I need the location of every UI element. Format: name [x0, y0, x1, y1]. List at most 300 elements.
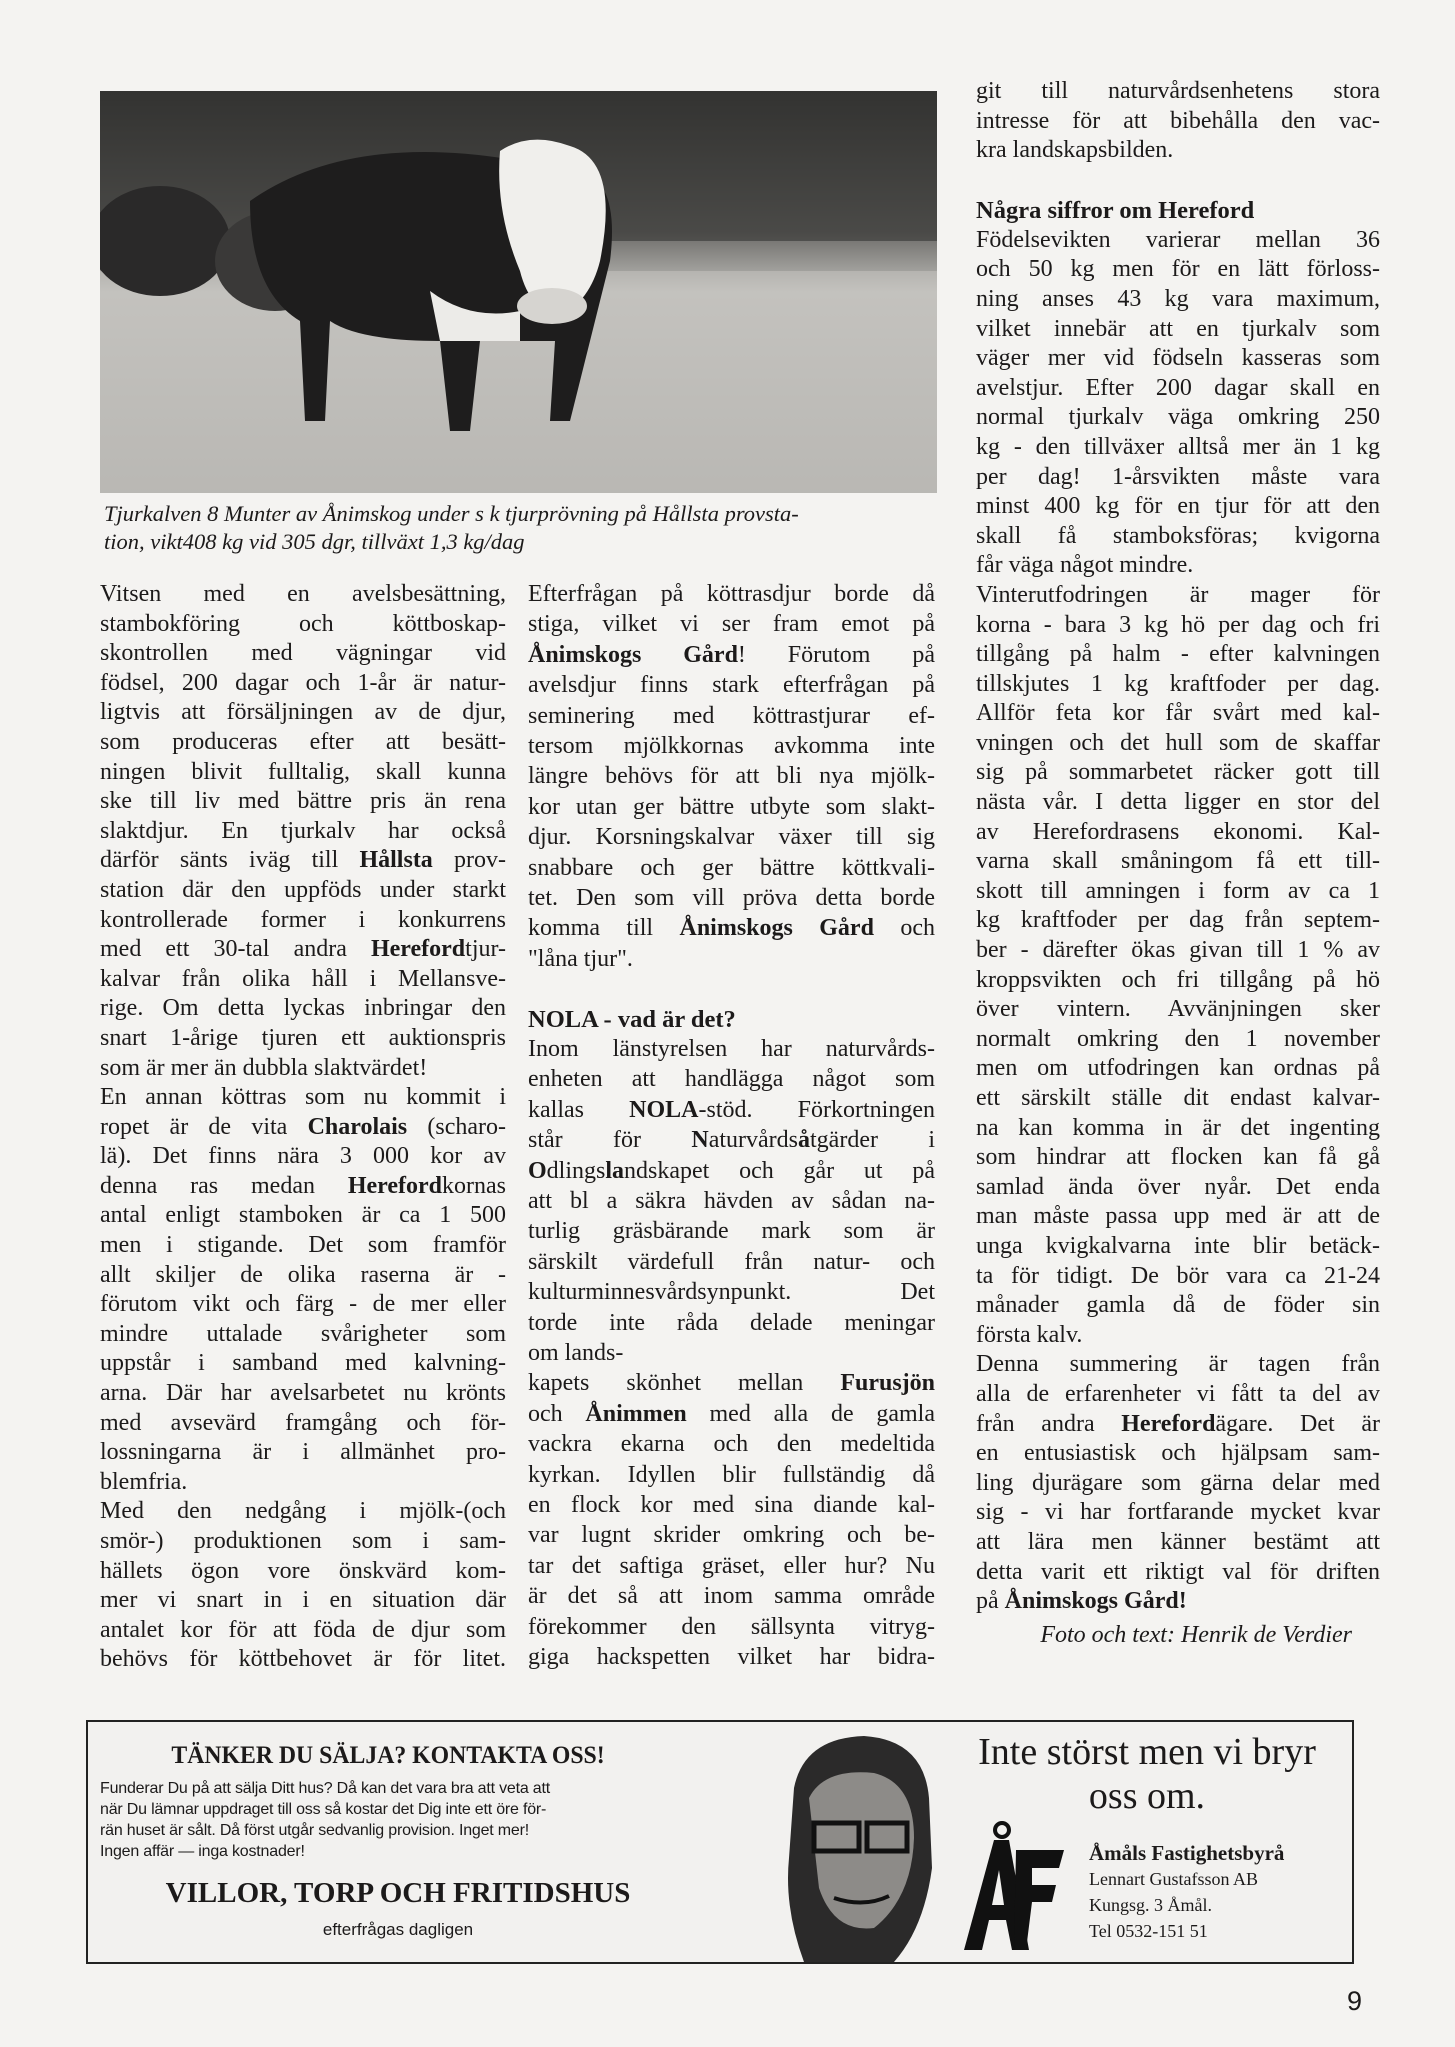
paragraph [976, 1350, 1380, 1616]
text-line [528, 1613, 935, 1643]
text-run: tet. Den som vill pröva detta borde [528, 884, 935, 911]
text-run: nästa vår. I detta ligger en stor del [976, 789, 1380, 816]
company-name: Åmåls Fastighetsbyrå [1089, 1841, 1285, 1865]
text-line [528, 1491, 935, 1521]
ad-body [100, 1778, 700, 1862]
text-run: arna. Där har avelsarbetet nu krönts [100, 1380, 506, 1407]
text-run: och [528, 1400, 586, 1427]
address-line: Tel 0532-151 51 [1089, 1921, 1208, 1941]
text-run: ligtvis att försäljningen av de djur, [100, 699, 506, 726]
caption-line: tion, vikt408 kg vid 305 dgr, tillväxt 1,3 kg/dag [104, 529, 525, 554]
text-line [976, 729, 1380, 759]
text-line [528, 793, 935, 823]
text-run: därför sänts iväg till [100, 847, 360, 874]
paragraph [976, 77, 1380, 166]
text-run: med avsevärd framgång och för- [100, 1409, 506, 1436]
text-line [100, 1172, 506, 1202]
bold-text-run: å [798, 1127, 811, 1154]
text-line [976, 1469, 1380, 1499]
text-line [528, 641, 935, 671]
paragraph [976, 226, 1380, 581]
text-run: första kalv. [976, 1321, 1083, 1348]
text-run: normalt omkring den 1 november [976, 1025, 1380, 1052]
text-run: behövs för köttbehovet är för litet. [100, 1646, 506, 1673]
text-line [100, 846, 506, 876]
text-run: Vinterutfodringen är mager för [976, 581, 1380, 608]
text-line [976, 1350, 1380, 1380]
text-run: tjur- [465, 936, 506, 963]
text-line [100, 669, 506, 699]
text-line [528, 884, 935, 914]
bold-text-run: Ånimskogs Gård! [1004, 1588, 1187, 1615]
text-run: prov- [432, 847, 507, 874]
text-run: lossningarna är i allmänhet pro- [100, 1439, 506, 1466]
ad-body-line: när Du lämnar uppdraget till oss så kostar det Dig inte ett öre för- [100, 1801, 547, 1818]
text-run: git till naturvårdsenhetens stora [976, 78, 1380, 104]
text-line [976, 77, 1380, 107]
text-run: tgärder i [810, 1127, 936, 1154]
text-line [976, 847, 1380, 877]
section-heading: Några siffror om Hereford [976, 196, 1255, 224]
text-run: särskilt värdefull från natur- och [528, 1248, 935, 1275]
text-run: avelsdjur finns stark efterfrågan på [528, 672, 935, 699]
text-run: slaktdjur. En tjurkalv har också [100, 817, 506, 844]
text-run: rige. Om detta lyckas inbringar den [100, 995, 506, 1022]
text-line [100, 1113, 506, 1143]
text-run: och 50 kg men för en lätt förloss- [976, 256, 1380, 283]
text-run: stambokföring och köttboskap- [100, 610, 506, 637]
text-run: uppstår i samband med kalvning- [100, 1350, 506, 1377]
text-line [976, 315, 1380, 345]
text-run: komma till [528, 915, 680, 942]
text-run: (scharo- [407, 1113, 506, 1140]
ad-body-line: Funderar Du på att sälja Ditt hus? Då kan det vara bra att veta att [100, 1780, 550, 1797]
ad-left-panel [88, 1722, 768, 1962]
text-run: detta varit ett riktigt val för driften [976, 1558, 1380, 1585]
text-line [976, 1498, 1380, 1528]
text-run: korna - bara 3 kg hö per dag och fri [976, 611, 1380, 638]
bold-text-run: la [605, 1157, 625, 1184]
text-run: man måste passa upp med är att de [976, 1203, 1380, 1230]
bold-text-run: O [528, 1157, 547, 1184]
article-column-2 [528, 580, 935, 1673]
text-line [976, 966, 1380, 996]
text-line [100, 1024, 506, 1054]
text-run: om lands- [528, 1339, 624, 1366]
text-line [976, 1202, 1380, 1232]
text-run: får väga något mindre. [976, 552, 1194, 579]
text-line [976, 611, 1380, 641]
text-run: seminering med köttrastjurar ef- [528, 702, 935, 729]
text-line [976, 936, 1380, 966]
text-run: kg - den tillväxer alltså mer än 1 kg [976, 433, 1380, 460]
text-line [976, 1380, 1380, 1410]
paragraph [976, 581, 1380, 1350]
paragraph [100, 580, 506, 1083]
hereford-calf-photo [100, 91, 937, 493]
text-run: giga hackspetten vilket har bidra- [528, 1643, 935, 1670]
text-line [528, 854, 935, 884]
text-line [976, 374, 1380, 404]
text-line [976, 1143, 1380, 1173]
text-line [100, 1320, 506, 1350]
text-run: på [976, 1588, 1005, 1615]
text-line [976, 1173, 1380, 1203]
paragraph [528, 1369, 935, 1673]
text-line [100, 1054, 506, 1084]
bold-text-run: Ånimskogs Gård [679, 915, 874, 942]
paragraph-gap [976, 166, 1380, 196]
real-estate-advertisement [86, 1720, 1354, 1964]
text-line [528, 1035, 935, 1065]
text-run: En annan köttras som nu kommit i [100, 1084, 506, 1111]
text-line [976, 640, 1380, 670]
text-run: dlings [546, 1157, 606, 1184]
text-run: per dag! 1-årsvikten måste vara [976, 463, 1380, 490]
text-run: ! Förutom på [737, 641, 935, 668]
text-run: lä). Det finns nära 3 000 kor av [100, 1143, 506, 1170]
text-line [976, 581, 1380, 611]
text-line [976, 670, 1380, 700]
text-run: unga kvigkalvarna inte blir betäck- [976, 1232, 1380, 1259]
af-logo [954, 1820, 1069, 1955]
text-line [528, 1309, 935, 1339]
bold-text-run: Hållsta [359, 847, 433, 874]
text-run: var lugnt skrider omkring och be- [528, 1522, 935, 1549]
paragraph [100, 1497, 506, 1675]
text-run: varna skall småningom få ett till- [976, 848, 1380, 875]
text-run: Denna summering är tagen från [976, 1351, 1380, 1378]
text-line [976, 344, 1380, 374]
text-line [976, 818, 1380, 848]
text-run: att lära men känner bestämt att [976, 1528, 1380, 1555]
ad-body-line: rän huset är sålt. Då först utgår sedvanlig provision. Inget mer! [100, 1822, 529, 1839]
text-run: av Herefordrasens ekonomi. Kal- [976, 818, 1380, 845]
ad-subline: efterfrågas dagligen [322, 1920, 474, 1939]
text-run: smör-) produktionen som i sam- [100, 1528, 506, 1554]
text-run: och [873, 915, 935, 942]
bold-text-run: NOLA [629, 1096, 699, 1123]
text-run: kulturminnesvårdsynpunkt. Det [528, 1279, 935, 1306]
text-run: mer vi snart in i en situation där [100, 1587, 506, 1614]
text-line [100, 1231, 506, 1261]
text-line [528, 580, 935, 610]
text-line [528, 1217, 935, 1247]
text-line [976, 107, 1380, 137]
text-line [528, 823, 935, 853]
text-line [976, 788, 1380, 818]
text-run: Allför feta kor får svårt med kal- [976, 700, 1380, 727]
text-run: är det så att inom samma område [528, 1583, 935, 1610]
text-line [976, 136, 1380, 166]
text-run: djur. Korsningskalvar växer till sig [528, 824, 935, 851]
text-line [528, 1157, 935, 1187]
text-line [976, 1025, 1380, 1055]
text-run: Efterfrågan på köttrasdjur borde då [528, 581, 935, 607]
text-run: kroppsvikten och fri tillgång på hö [976, 966, 1380, 993]
text-run: ling djurägare som gärna delar med [976, 1469, 1380, 1496]
article-column-1 [100, 580, 506, 1675]
text-line [100, 1616, 506, 1646]
bold-text-run: Ånimmen [585, 1400, 687, 1427]
text-run: ske till liv med bättre pris än rena [100, 788, 506, 815]
text-line [100, 1261, 506, 1291]
address-line: Lennart Gustafsson AB [1089, 1869, 1258, 1889]
paragraph [100, 1083, 506, 1497]
text-line [100, 1290, 506, 1320]
agent-portrait [764, 1728, 936, 1962]
text-line [976, 699, 1380, 729]
text-run: vningen och det hull som de skaffar [976, 729, 1380, 756]
text-line [976, 1587, 1380, 1617]
text-line [528, 914, 935, 944]
text-line [100, 639, 506, 669]
bold-text-run: Hereford [370, 936, 466, 963]
text-run: -stöd. Förkortningen [698, 1096, 935, 1123]
text-line [528, 1430, 935, 1460]
text-run: enheten att handlägga något som [528, 1066, 935, 1093]
text-line [100, 580, 506, 610]
text-line [528, 1552, 935, 1582]
paragraph-gap [528, 975, 935, 1005]
text-line [100, 1497, 506, 1527]
text-line [100, 1083, 506, 1113]
text-line [976, 1262, 1380, 1292]
text-line [100, 1142, 506, 1172]
text-line [528, 1461, 935, 1491]
text-line [528, 1582, 935, 1612]
section-heading: NOLA - vad är det? [528, 1006, 736, 1034]
text-run: minst 400 kg för en tjur för att den [976, 493, 1380, 520]
text-run: ning anses 43 kg vara maximum, [976, 285, 1380, 312]
text-line [976, 1084, 1380, 1114]
bold-text-run: Furusjön [840, 1370, 935, 1397]
text-line [528, 1126, 935, 1156]
text-run: mindre uttalade svårigheter som [100, 1320, 506, 1347]
text-run: "låna tjur". [528, 945, 633, 972]
text-run: sig - vi har fortfarande mycket kvar [976, 1499, 1380, 1526]
text-line [528, 1521, 935, 1551]
text-run: Med den nedgång i mjölk-(och [100, 1498, 506, 1525]
bold-text-run: N [691, 1127, 709, 1154]
text-run: förutom vikt och färg - de mer eller [100, 1291, 506, 1318]
text-line [100, 1557, 506, 1587]
text-run: tillskjutes 1 kg kraftfoder per dag. [976, 670, 1380, 697]
text-line [528, 1248, 935, 1278]
text-run: denna ras medan [100, 1172, 348, 1199]
text-line [976, 877, 1380, 907]
text-line [976, 522, 1380, 552]
text-run: hällets ögon vore önskvärd kom- [100, 1557, 506, 1584]
text-line [976, 1291, 1380, 1321]
text-line [100, 965, 506, 995]
text-line [100, 1527, 506, 1557]
text-run: står för [528, 1127, 692, 1154]
text-line [100, 876, 506, 906]
text-line [100, 1409, 506, 1439]
slogan-line: Inte störst men vi bryr [978, 1731, 1316, 1773]
text-line [976, 758, 1380, 788]
text-run: kra landskapsbilden. [976, 137, 1174, 164]
text-line [976, 255, 1380, 285]
text-line [528, 702, 935, 732]
text-run: vackra ekarna och den medeltida [528, 1431, 935, 1458]
caption-line: Tjurkalven 8 Munter av Ånimskog under s k tjurprövning på Hållsta provsta- [104, 501, 799, 526]
photo-caption [104, 500, 944, 556]
text-run: intresse för att bibehålla den vac- [976, 107, 1380, 134]
text-line [100, 1379, 506, 1409]
text-run: men i stigande. Det som framför [100, 1232, 506, 1259]
text-line [976, 433, 1380, 463]
text-line [100, 698, 506, 728]
text-line [528, 1400, 935, 1430]
text-run: ett särskilt ställe dit endast kalvar- [976, 1085, 1380, 1111]
ad-title: TÄNKER DU SÄLJA? KONTAKTA OSS! [171, 1742, 605, 1769]
text-run: samlad ända över nyår. Det enda [976, 1173, 1380, 1200]
text-run: en entusiastisk och hjälpsam sam- [976, 1440, 1380, 1467]
ad-slogan [938, 1730, 1356, 1818]
text-run: ägare. Det är [1215, 1410, 1380, 1437]
text-run: torde inte råda delade meningar [528, 1309, 935, 1336]
text-run: Födelsevikten varierar mellan 36 [976, 226, 1380, 253]
text-run: skontrollen med vägningar vid [100, 640, 506, 667]
text-line [528, 1187, 935, 1217]
text-line [100, 906, 506, 936]
address-line: Kungsg. 3 Åmål. [1089, 1895, 1212, 1915]
text-line [100, 1645, 506, 1675]
text-line [976, 995, 1380, 1025]
text-run: ta för tidigt. De bör vara ca 21-24 [976, 1262, 1380, 1289]
text-run: antalet kor för att föda de djur som [100, 1616, 506, 1643]
text-run: tillgång på halm - efter kalvningen [976, 641, 1380, 668]
text-line [100, 1201, 506, 1231]
article-column-3 [976, 77, 1380, 1650]
text-line [100, 1438, 506, 1468]
text-line [976, 403, 1380, 433]
bold-text-run: Hereford [1121, 1410, 1216, 1437]
text-line [976, 1410, 1380, 1440]
text-run: kor utan ger bättre utbyte som slakt- [528, 793, 935, 820]
text-line [976, 1114, 1380, 1144]
text-line [100, 728, 506, 758]
text-run: som hindrar att flocken kan få gå [976, 1144, 1380, 1171]
page-number: 9 [1347, 1986, 1363, 2016]
text-run: kapets skönhet mellan [528, 1370, 841, 1397]
text-run: kalvar från olika håll i Mellansve- [100, 965, 506, 992]
text-run: aturvårds [708, 1127, 799, 1154]
text-run: skott till amningen i form av ca 1 [976, 877, 1380, 904]
text-line [528, 671, 935, 701]
text-run: snart 1-årige tjuren ett auktionspris [100, 1024, 506, 1051]
slogan-line: oss om. [1088, 1775, 1206, 1817]
bold-text-run: Hereford [347, 1172, 443, 1199]
text-line [100, 758, 506, 788]
text-run: månader gamla då de föder sin [976, 1292, 1380, 1319]
text-run: stiga, vilket vi ser fram emot på [528, 611, 935, 638]
text-run: med alla de gamla [686, 1400, 935, 1427]
text-run: allt skiljer de olika raserna är - [100, 1261, 506, 1288]
text-run: tersom mjölkkornas avkomma inte [528, 732, 935, 759]
text-run: avelstjur. Efter 200 dagar skall en [976, 374, 1380, 401]
text-run: men om utfodringen kan ordnas på [976, 1055, 1380, 1082]
text-run: en flock kor med sina diande kal- [528, 1491, 935, 1518]
text-line [100, 994, 506, 1024]
bold-text-run: Ånimskogs Gård [528, 641, 738, 668]
photo-text-credit: Foto och text: Henrik de Verdier [1040, 1621, 1352, 1648]
text-line [528, 1065, 935, 1095]
text-line [100, 787, 506, 817]
text-run: kallas [528, 1096, 630, 1123]
text-line [100, 1349, 506, 1379]
text-run: station där den uppföds under starkt [100, 876, 506, 903]
text-line [528, 1369, 935, 1399]
text-run: kornas [442, 1172, 506, 1199]
text-run: normal tjurkalv väga omkring 250 [976, 404, 1380, 431]
text-line [976, 463, 1380, 493]
text-line [528, 732, 935, 762]
text-line [100, 935, 506, 965]
text-line [976, 1232, 1380, 1262]
text-line [528, 1096, 935, 1126]
text-line [976, 551, 1380, 581]
text-line [528, 1643, 935, 1673]
paragraph [528, 580, 935, 975]
bold-text-run: Charolais [307, 1113, 408, 1140]
text-line [528, 1278, 935, 1308]
text-run: snabbare och ger bättre köttkvali- [528, 854, 935, 881]
text-line [100, 817, 506, 847]
text-line [528, 610, 935, 640]
text-run: blemfria. [100, 1468, 188, 1495]
text-line [976, 1054, 1380, 1084]
text-run: Inom länstyrelsen har naturvårds- [528, 1036, 935, 1063]
text-run: antal enligt stamboken är ca 1 500 [100, 1202, 506, 1229]
text-run: sig på sommarbetet räcker gott till [976, 759, 1380, 786]
text-line [100, 610, 506, 640]
text-line [976, 1528, 1380, 1558]
text-run: ropet är de vita [100, 1113, 308, 1140]
text-run: från andra [976, 1410, 1122, 1437]
ad-headline: VILLOR, TORP OCH FRITIDSHUS [165, 1877, 631, 1909]
text-run: vilket innebär att en tjurkalv som [976, 315, 1380, 342]
text-run: längre behövs för att bli nya mjölk- [528, 763, 935, 790]
text-run: födsel, 200 dagar och 1-år är natur- [100, 669, 506, 696]
text-line [976, 1321, 1380, 1351]
text-line [976, 492, 1380, 522]
text-run: ningen blivit fulltalig, skall kunna [100, 758, 506, 785]
text-run: som produceras efter att besätt- [100, 728, 506, 755]
text-run: kontrollerade former i konkurrens [100, 906, 506, 933]
text-run: ber - därefter ökas givan till 1 % av [976, 937, 1380, 964]
text-run: över vintern. Avvänjningen sker [976, 996, 1380, 1023]
text-run: som är mer än dubbla slaktvärdet! [100, 1054, 428, 1081]
text-line [528, 762, 935, 792]
text-run: skall få stamboksföras; kvigorna [976, 522, 1380, 549]
text-run: med ett 30-tal andra [100, 936, 371, 963]
text-run: att bl a säkra hävden av sådan na- [528, 1188, 935, 1215]
text-line [976, 1439, 1380, 1469]
text-run: alla de erfarenheter vi fått ta del av [976, 1380, 1380, 1407]
text-run: turlig gräsbärande mark som är [528, 1218, 935, 1245]
text-run: ndskapet och går ut på [624, 1157, 935, 1184]
text-line [528, 1339, 935, 1369]
text-line [528, 945, 935, 975]
text-run: na kan komma in är det ingenting [976, 1114, 1380, 1141]
text-line [976, 1558, 1380, 1588]
text-run: väger mer vid födseln kasseras som [976, 345, 1380, 372]
text-run: kyrkan. Idyllen blir fullständig då [528, 1461, 935, 1488]
text-line [100, 1468, 506, 1498]
